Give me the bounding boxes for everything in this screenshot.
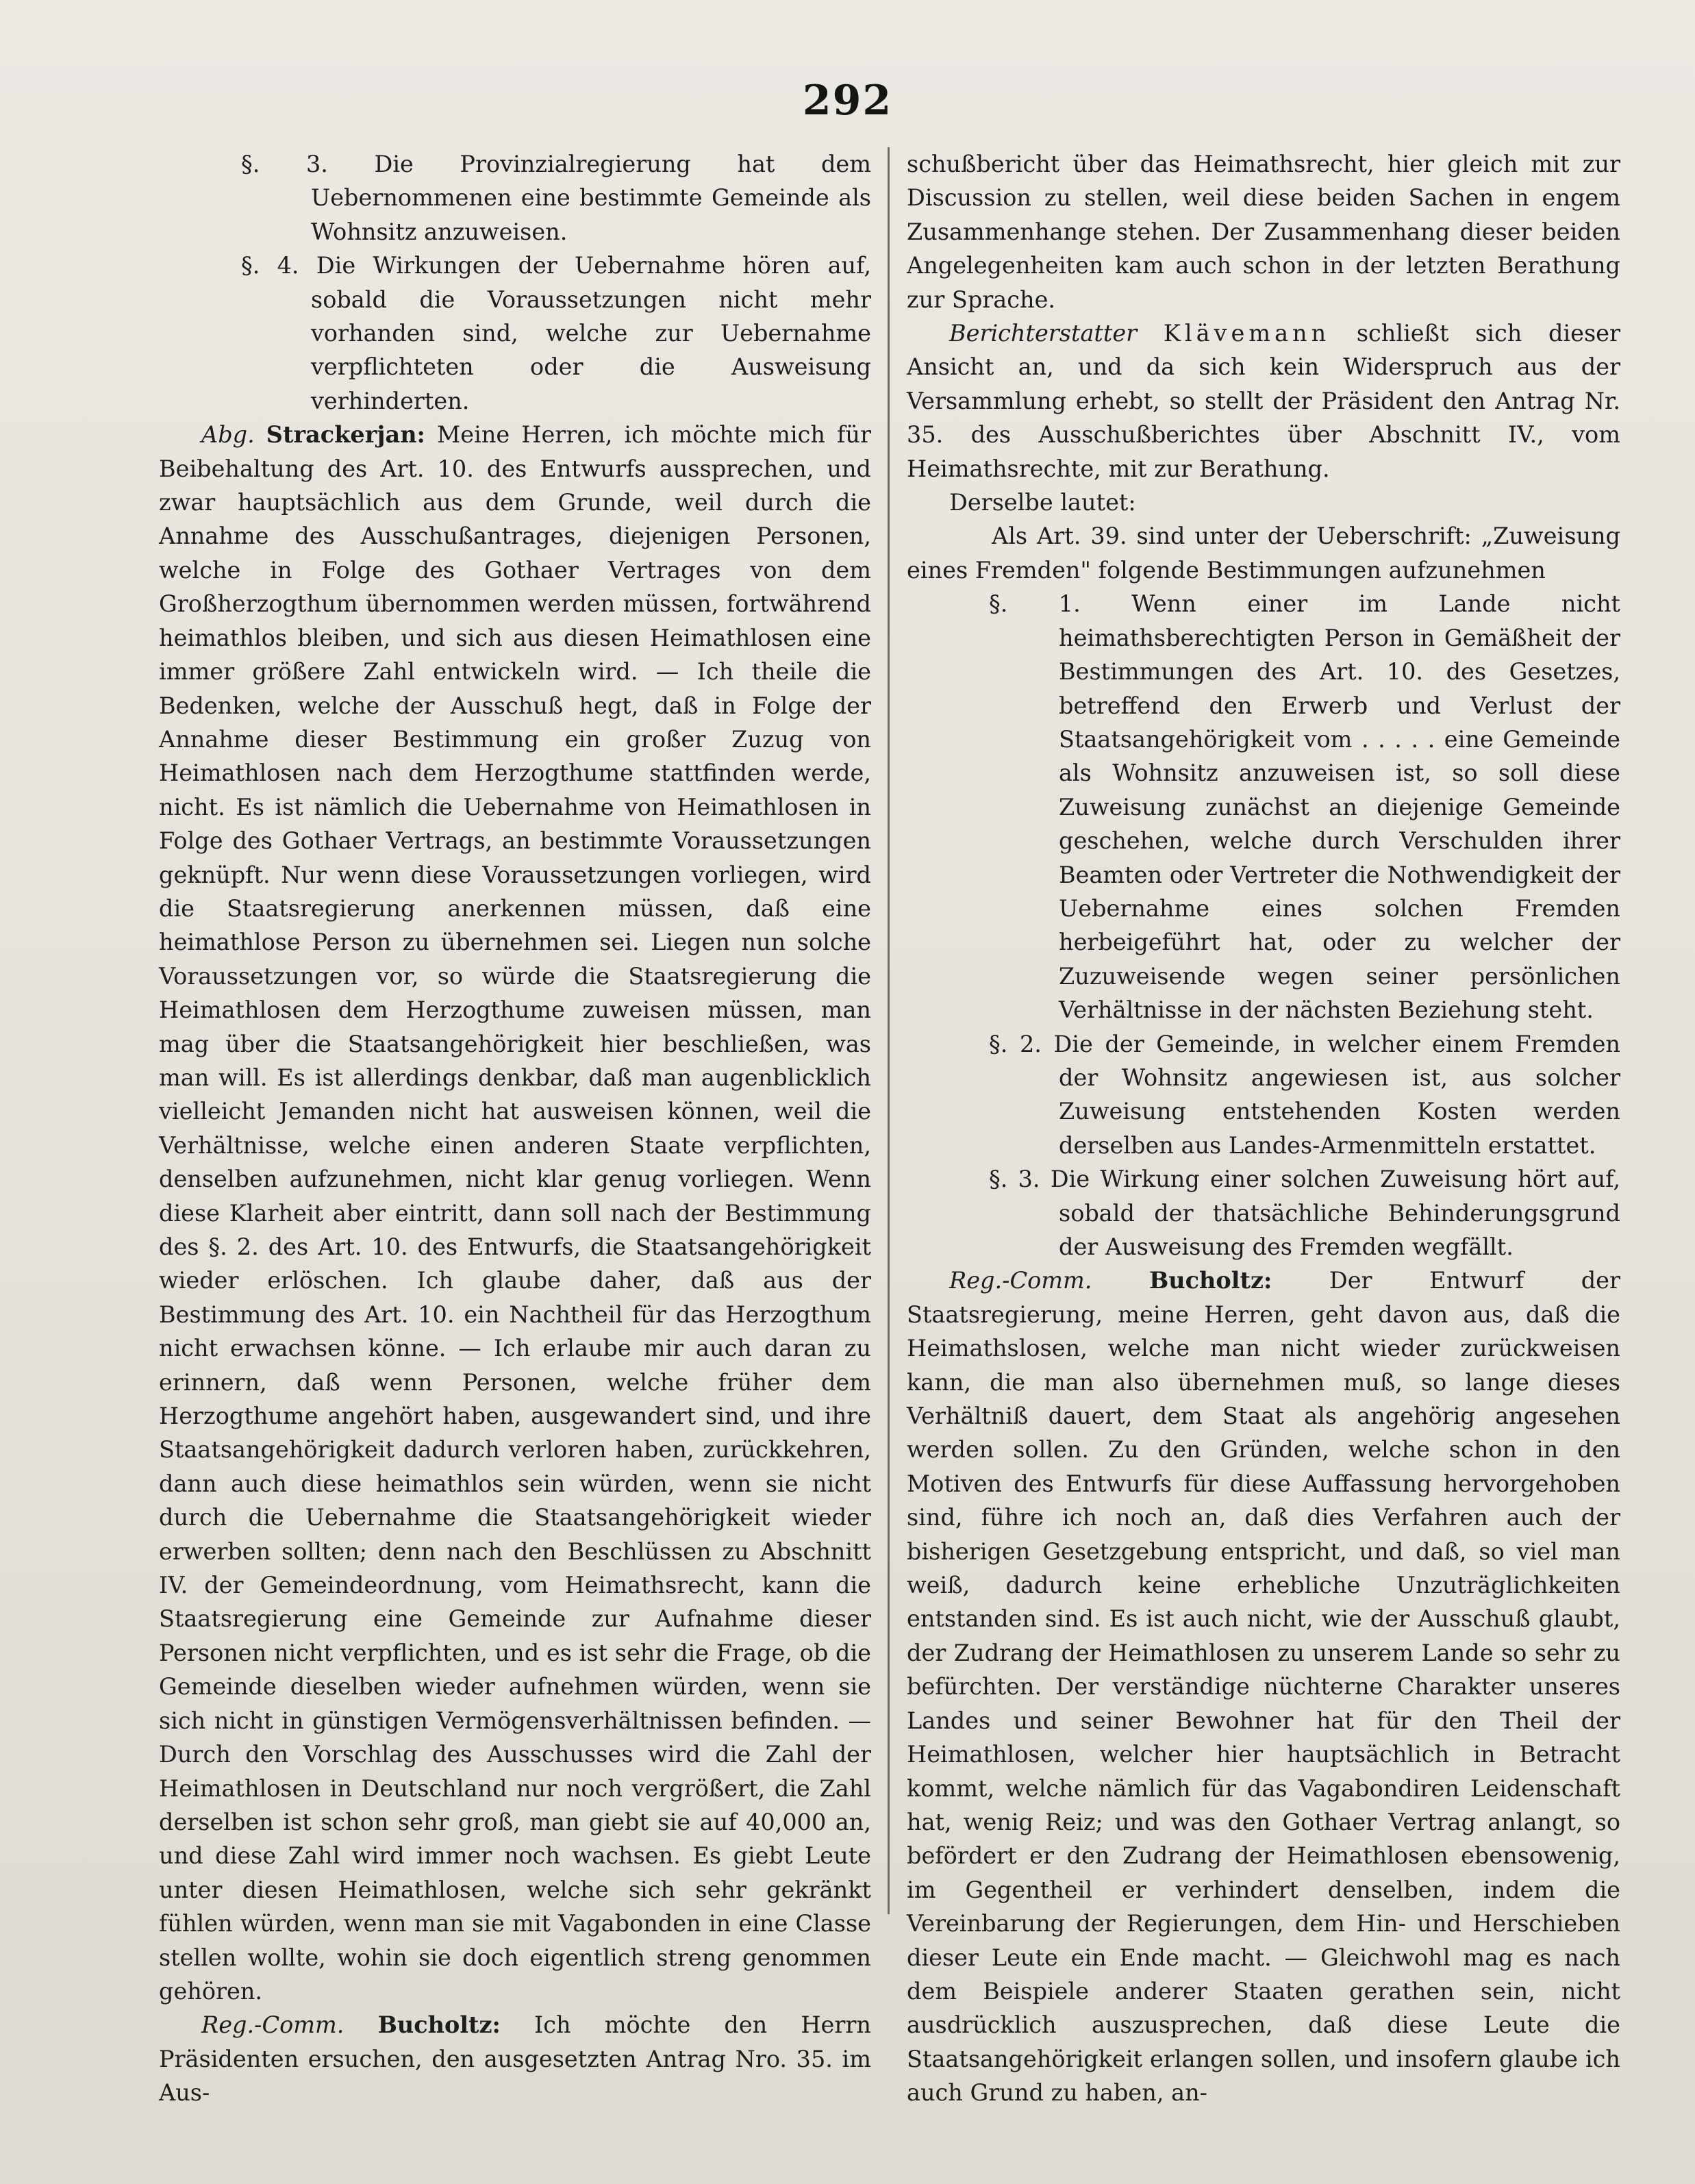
speaker-name: Strackerjan:	[266, 421, 425, 449]
continuation-paragraph: schußbericht über das Heimathsrecht, hier gleich mit zur Discussion zu stellen, weil diese beiden Sachen in engem Zusammenhange stehen. Der Zusammenhang dieser beiden Angelegenheiten kam auch schon in der letzten Berathung zur Sprache.	[907, 151, 1620, 313]
rapporteur-text: schließt sich dieser Ansicht an, und da sich kein Widerspruch aus der Versammlung erhebt, so stellt der Präsident den Antrag Nr. 35. des Ausschußberichtes über Abschnitt IV., vom Heimathsrechte, mit zur Berathung.	[907, 320, 1620, 482]
speech-text: Meine Herren, ich möchte mich für Beibehaltung des Art. 10. des Entwurfs aussprechen, und zwar hauptsächlich aus dem Grunde, weil durch die Annahme des Ausschußantrages, diejenigen Personen, welche in Folge des Gothaer Vertrages von dem Großherzogthum übernommen werden müssen, fortwährend heimathlos bleiben, und sich aus diesen Heimathlosen eine immer größere Zahl entwickeln wird. — Ich theile die Bedenken, welche der Ausschuß hegt, daß in Folge der Annahme dieser Bestimmung ein großer Zuzug von Heimathlosen nach dem Herzogthume stattfinden werde, nicht. Es ist nämlich die Uebernahme von Heimathlosen in Folge des Gothaer Vertrags, an bestimmte Voraussetzungen geknüpft. Nur wenn diese Voraussetzungen vorliegen, wird die Staatsregierung anerkennen müssen, daß eine heimathlose Person zu übernehmen sei. Liegen nun solche Voraussetzungen vor, so würde die Staatsregierung die Heimathlosen dem Herzogthume zuweisen müssen, man mag über die Staatsangehörigkeit hier beschließen, was man will. Es ist allerdings denkbar, daß man augenblicklich vielleicht Jemanden nicht hat ausweisen können, weil die Verhältnisse, welche einen anderen Staate verpflichten, denselben aufzunehmen, nicht klar genug vorliegen. Wenn diese Klarheit aber eintritt, dann soll nach der Bestimmung des §. 2. des Art. 10. des Entwurfs, die Staatsangehörigkeit wieder erlöschen. Ich glaube daher, daß aus der Bestimmung des Art. 10. ein Nachtheil für das Herzogthum nicht erwachsen könne. — Ich erlaube mir auch daran zu erinnern, daß wenn Personen, welche früher dem Herzogthume angehört haben, ausgewandert sind, und ihre Staatsangehörigkeit dadurch verloren haben, zurückkehren, dann auch diese heimathlos sein würden, wenn sie nicht durch die Uebernahme die Staatsangehörigkeit wieder erwerben sollten; denn nach den Beschlüssen zu Abschnitt IV. der Gemeindeordnung, vom Heimathsrecht, kann die Staatsregierung eine Gemeinde zur Aufnahme dieser Personen nicht verpflichten, und es ist sehr die Frage, ob die Gemeinde dieselben wieder aufnehmen würden, wenn sie sich nicht in günstigen Vermögensverhältnissen befinden. — Durch den Vorschlag des Ausschusses wird die Zahl der Heimathlosen in Deutschland nur noch vergrößert, die Zahl derselben ist schon sehr groß, man giebt sie auf 40,000 an, und diese Zahl wird immer noch wachsen. Es giebt Leute unter diesen Heimathlosen, welche sich sehr gekränkt fühlen würden, wenn man sie mit Vagabonden in eine Classe stellen wollte, wohin sie doch eigentlich streng genommen gehören.	[159, 421, 871, 2005]
section-3-paragraph: §. 3. Die Provinzialregierung hat dem Uebernommenen eine bestimmte Gemeinde als Wohnsitz anzuweisen.	[241, 151, 871, 245]
section-4-paragraph: §. 4. Die Wirkungen der Uebernahme hören auf, sobald die Voraussetzungen nicht mehr vorhanden sind, welche zur Uebernahme verpflichteten oder die Ausweisung verhinderten.	[241, 252, 871, 414]
speaker-role: Abg.	[201, 421, 255, 449]
speaker-name: Bucholtz:	[1148, 1267, 1272, 1294]
right-column	[907, 147, 1620, 2107]
column-divider	[888, 147, 890, 1914]
rapporteur-role: Berichterstatter	[949, 320, 1138, 347]
derselbe-lautet: Derselbe lautet:	[949, 489, 1136, 516]
article-39-intro: Als Art. 39. sind unter der Ueberschrift: „Zuweisung eines Fremden" folgende Bestimmungen aufzunehmen	[907, 523, 1620, 583]
speech-text: Ich möchte den Herrn Präsidenten ersuchen, den ausgesetzten Antrag Nro. 35. im Aus-	[159, 2011, 871, 2107]
article-39-section-2: §. 2. Die der Gemeinde, in welcher einem Fremden der Wohnsitz angewiesen ist, aus solcher Zuweisung entstehenden Kosten werden derselben aus Landes-Armenmitteln erstattet.	[989, 1030, 1620, 1159]
speaker-role: Reg.-Comm.	[201, 2011, 344, 2039]
speech-bucholtz-1	[159, 2008, 871, 2109]
speech-bucholtz-2	[907, 1264, 1620, 2109]
rapporteur-name: Klävemann	[1163, 320, 1331, 347]
speech-text: Der Entwurf der Staatsregierung, meine Herren, geht davon aus, daß die Heimathslosen, welche man nicht wieder zurückweisen kann, die man also übernehmen muß, so lange dieses Verhältniß dauert, dem Staat als angehörig angesehen werden sollen. Zu den Gründen, welche schon in den Motiven des Entwurfs für diese Auffassung hervorgehoben sind, führe ich noch an, daß dies Verfahren auch der bisherigen Gesetzgebung entspricht, und daß, so viel man weiß, dadurch keine erhebliche Unzuträglichkeiten entstanden sind. Es ist auch nicht, wie der Ausschuß glaubt, der Zudrang der Heimathlosen zu unserem Lande so sehr zu befürchten. Der verständige nüchterne Charakter unseres Landes und seiner Bewohner hat für den Theil der Heimathlosen, welcher hier hauptsächlich in Betracht kommt, welche nämlich für das Vagabondiren Leidenschaft hat, wenig Reiz; und was den Gothaer Vertrag anlangt, so befördert er den Zudrang der Heimathlosen ebensowenig, im Gegentheil er verhindert denselben, indem die Vereinbarung der Regierungen, dem Hin- und Herschieben dieser Leute ein Ende macht. — Gleichwohl mag es nach dem Beispiele anderer Staaten gerathen sein, nicht ausdrücklich auszusprechen, daß diese Leute die Staatsangehörigkeit erlangen sollen, und insofern glaube ich auch Grund zu haben, an-	[907, 1267, 1620, 2107]
left-column	[159, 147, 871, 2107]
speech-strackerjan	[159, 418, 871, 2008]
article-39-section-3: §. 3. Die Wirkung einer solchen Zuweisung hört auf, sobald der thatsächliche Behinderungsgrund der Ausweisung des Fremden wegfällt.	[989, 1166, 1620, 1260]
speaker-name: Bucholtz:	[377, 2011, 501, 2039]
speaker-role: Reg.-Comm.	[949, 1267, 1092, 1294]
page-number: 292	[802, 77, 893, 125]
article-39-section-1: §. 1. Wenn einer im Lande nicht heimathsberechtigten Person in Gemäßheit der Bestimmungen des Art. 10. des Gesetzes, betreffend den Erwerb und Verlust der Staatsangehörigkeit vom . . . . . eine Gemeinde als Wohnsitz anzuweisen ist, so soll diese Zuweisung zunächst an diejenige Gemeinde geschehen, welche durch Verschulden ihrer Beamten oder Vertreter die Nothwendigkeit der Uebernahme eines solchen Fremden herbeigeführt hat, oder zu welcher der Zuzuweisende wegen seiner persönlichen Verhältnisse in der nächsten Beziehung steht.	[989, 590, 1620, 1024]
rapporteur-paragraph	[907, 316, 1620, 486]
